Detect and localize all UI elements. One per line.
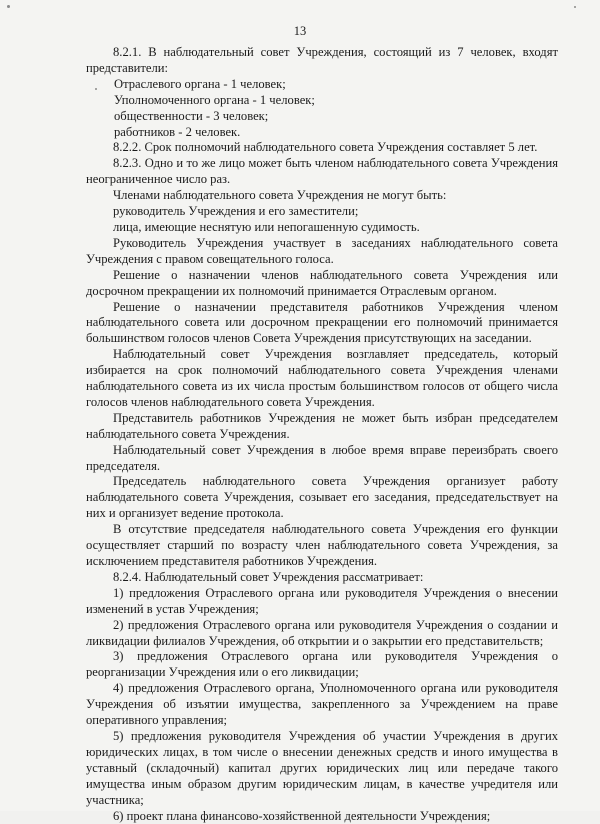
scan-speck xyxy=(7,5,10,8)
paragraph: Наблюдательный совет Учреждения в любое время вправе переизбрать своего председателя. xyxy=(86,443,558,475)
paragraph: 2) предложения Отраслевого органа или руководителя Учреждения о создании и ликвидации филиалов Учреждения, об открытии и о закрытии его представительств; xyxy=(86,618,558,650)
paragraph: 5) предложения руководителя Учреждения об участии Учреждения в других юридических лицах, в том числе о внесении денежных средств и иного имущества в уставный (складочный) капитал других юридических лиц или передаче такого имущества иным образом другим юридическим лицам, в качестве учредителя или участника; xyxy=(86,729,558,809)
document-body xyxy=(86,45,558,824)
paragraph: 3) предложения Отраслевого органа или руководителя Учреждения о реорганизации Учреждения или о его ликвидации; xyxy=(86,649,558,681)
paragraph: 1) предложения Отраслевого органа или руководителя Учреждения о внесении изменений в устав Учреждения; xyxy=(86,586,558,618)
paragraph: 8.2.4. Наблюдательный совет Учреждения рассматривает: xyxy=(86,570,558,586)
paragraph: 8.2.3. Одно и то же лицо может быть членом наблюдательного совета Учреждения неограниченное число раз. xyxy=(86,156,558,188)
paragraph: 8.2.1. В наблюдательный совет Учреждения, состоящий из 7 человек, входят представители: xyxy=(86,45,558,77)
scan-speck xyxy=(574,6,576,8)
paragraph: Представитель работников Учреждения не может быть избран председателем наблюдательного совета Учреждения. xyxy=(86,411,558,443)
paragraph: Руководитель Учреждения участвует в заседаниях наблюдательного совета Учреждения с правом совещательного голоса. xyxy=(86,236,558,268)
list-item: Уполномоченного органа - 1 человек; xyxy=(86,93,558,109)
paragraph: руководитель Учреждения и его заместители; xyxy=(86,204,558,220)
paragraph: Членами наблюдательного совета Учреждения не могут быть: xyxy=(86,188,558,204)
paragraph: Председатель наблюдательного совета Учреждения организует работу наблюдательного совета Учреждения, созывает его заседания, председательствует на них и организует ведение протокола. xyxy=(86,474,558,522)
paragraph: 6) проект плана финансово-хозяйственной деятельности Учреждения; xyxy=(86,809,558,824)
paragraph: лица, имеющие неснятую или непогашенную судимость. xyxy=(86,220,558,236)
paragraph: Наблюдательный совет Учреждения возглавляет председатель, который избирается на срок полномочий наблюдательного совета Учреждения членами наблюдательного совета из их числа простым большинством голосов от общего числа голосов членов наблюдательного совета Учреждения. xyxy=(86,347,558,411)
list-item: общественности - 3 человек; xyxy=(86,109,558,125)
list-item: работников - 2 человек. xyxy=(86,125,558,141)
scan-speck xyxy=(95,88,97,90)
paragraph: 8.2.2. Срок полномочий наблюдательного совета Учреждения составляет 5 лет. xyxy=(86,140,558,156)
paragraph: Решение о назначении членов наблюдательного совета Учреждения или досрочном прекращении их полномочий принимается Отраслевым органом. xyxy=(86,268,558,300)
list-item: Отраслевого органа - 1 человек; xyxy=(86,77,558,93)
paragraph: 4) предложения Отраслевого органа, Уполномоченного органа или руководителя Учреждения об изъятии имущества, закрепленного за Учреждением на праве оперативного управления; xyxy=(86,681,558,729)
paragraph: Решение о назначении представителя работников Учреждения членом наблюдательного совета или досрочном прекращении его полномочий принимается большинством голосов членов Совета Учреждения присутствующих на заседании. xyxy=(86,300,558,348)
paragraph: В отсутствие председателя наблюдательного совета Учреждения его функции осуществляет старший по возрасту член наблюдательного совета Учреждения, за исключением представителя работников Учреждения. xyxy=(86,522,558,570)
page-number: 13 xyxy=(0,24,600,39)
